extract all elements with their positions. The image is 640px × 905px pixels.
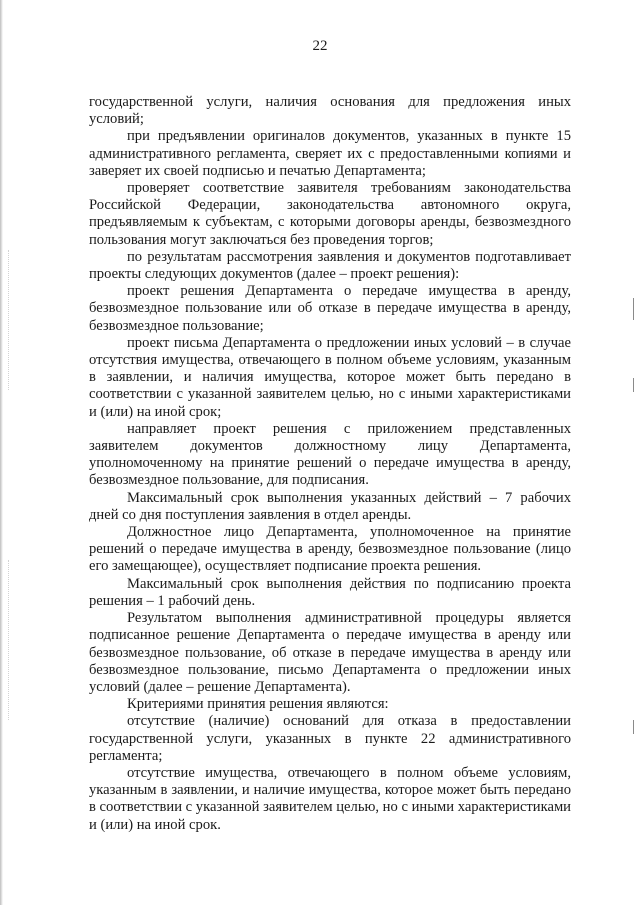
paragraph: проект письма Департамента о предложении иных условий – в случае отсутствия имущества, отвечающего в полном объеме условиям, указанным в заявлении, и наличия имущества, которое может быть передано в соответствии с указанной заявителем целью, но с иными характеристиками и (или) на иной срок; (89, 334, 571, 420)
scan-mark (633, 378, 634, 392)
scan-mark (633, 720, 634, 734)
scan-edge (0, 0, 3, 905)
paragraph: Критериями принятия решения являются: (127, 696, 389, 713)
paragraph: направляет проект решения с приложением представленных заявителем документов должностному лицу Департамента, уполномоченному на принятие решений о передаче имущества в аренду, безвозмездное пользование, для подписания. (89, 420, 571, 489)
paragraph: проверяет соответствие заявителя требованиям законодательства Российской Федерации, законодательства автономного округа, предъявляемым к субъектам, с которыми договоры аренды, безвозмездного пользования могут заключаться без проведения торгов; (89, 180, 571, 248)
paragraph: отсутствие (наличие) оснований для отказа в предоставлении государственной услуги, указанных в пункте 22 административного регламента; (89, 713, 571, 764)
paragraph: при предъявлении оригиналов документов, указанных в пункте 15 административного регламента, сверяет их с предоставленными копиями и заверяет их своей подписью и печатью Департамента; (89, 128, 571, 179)
paragraph: Должностное лицо Департамента, уполномоченное на принятие решений о передаче имущества в аренду, безвозмездное пользование (лицо его замещающее), осуществляет подписание проекта решения. (89, 524, 571, 575)
document-body (89, 94, 571, 834)
paragraph: государственной услуги, наличия основания для предложения иных условий; (89, 94, 571, 128)
paragraph: Результатом выполнения административной процедуры является подписанное решение Департамента о передаче имущества в аренду или безвозмездное пользование, об отказе в передаче имущества в аренду или безвозмездное пользование, письмо Департамента о предложении иных условий (далее – решение Департамента). (89, 610, 571, 695)
scan-noise (8, 560, 29, 720)
page-number: 22 (312, 38, 328, 54)
paragraph: Максимальный срок выполнения указанных действий – 7 рабочих дней со дня поступления заявления в отдел аренды. (89, 489, 571, 523)
paragraph: проект решения Департамента о передаче имущества в аренду, безвозмездное пользование или об отказе в передаче имущества в аренду, безвозмездное пользование; (89, 283, 571, 334)
paragraph: отсутствие имущества, отвечающего в полном объеме условиям, указанным в заявлении, и наличие имущества, которое может быть передано в соответствии с указанной заявителем целью, но с иными характеристиками и (или) на иной срок. (89, 764, 571, 833)
paragraph: Максимальный срок выполнения действия по подписанию проекта решения – 1 рабочий день. (89, 575, 571, 609)
scan-noise (8, 250, 29, 390)
scan-mark (633, 298, 634, 320)
paragraph: по результатам рассмотрения заявления и документов подготавливает проекты следующих документов (далее – проект решения): (89, 248, 571, 283)
